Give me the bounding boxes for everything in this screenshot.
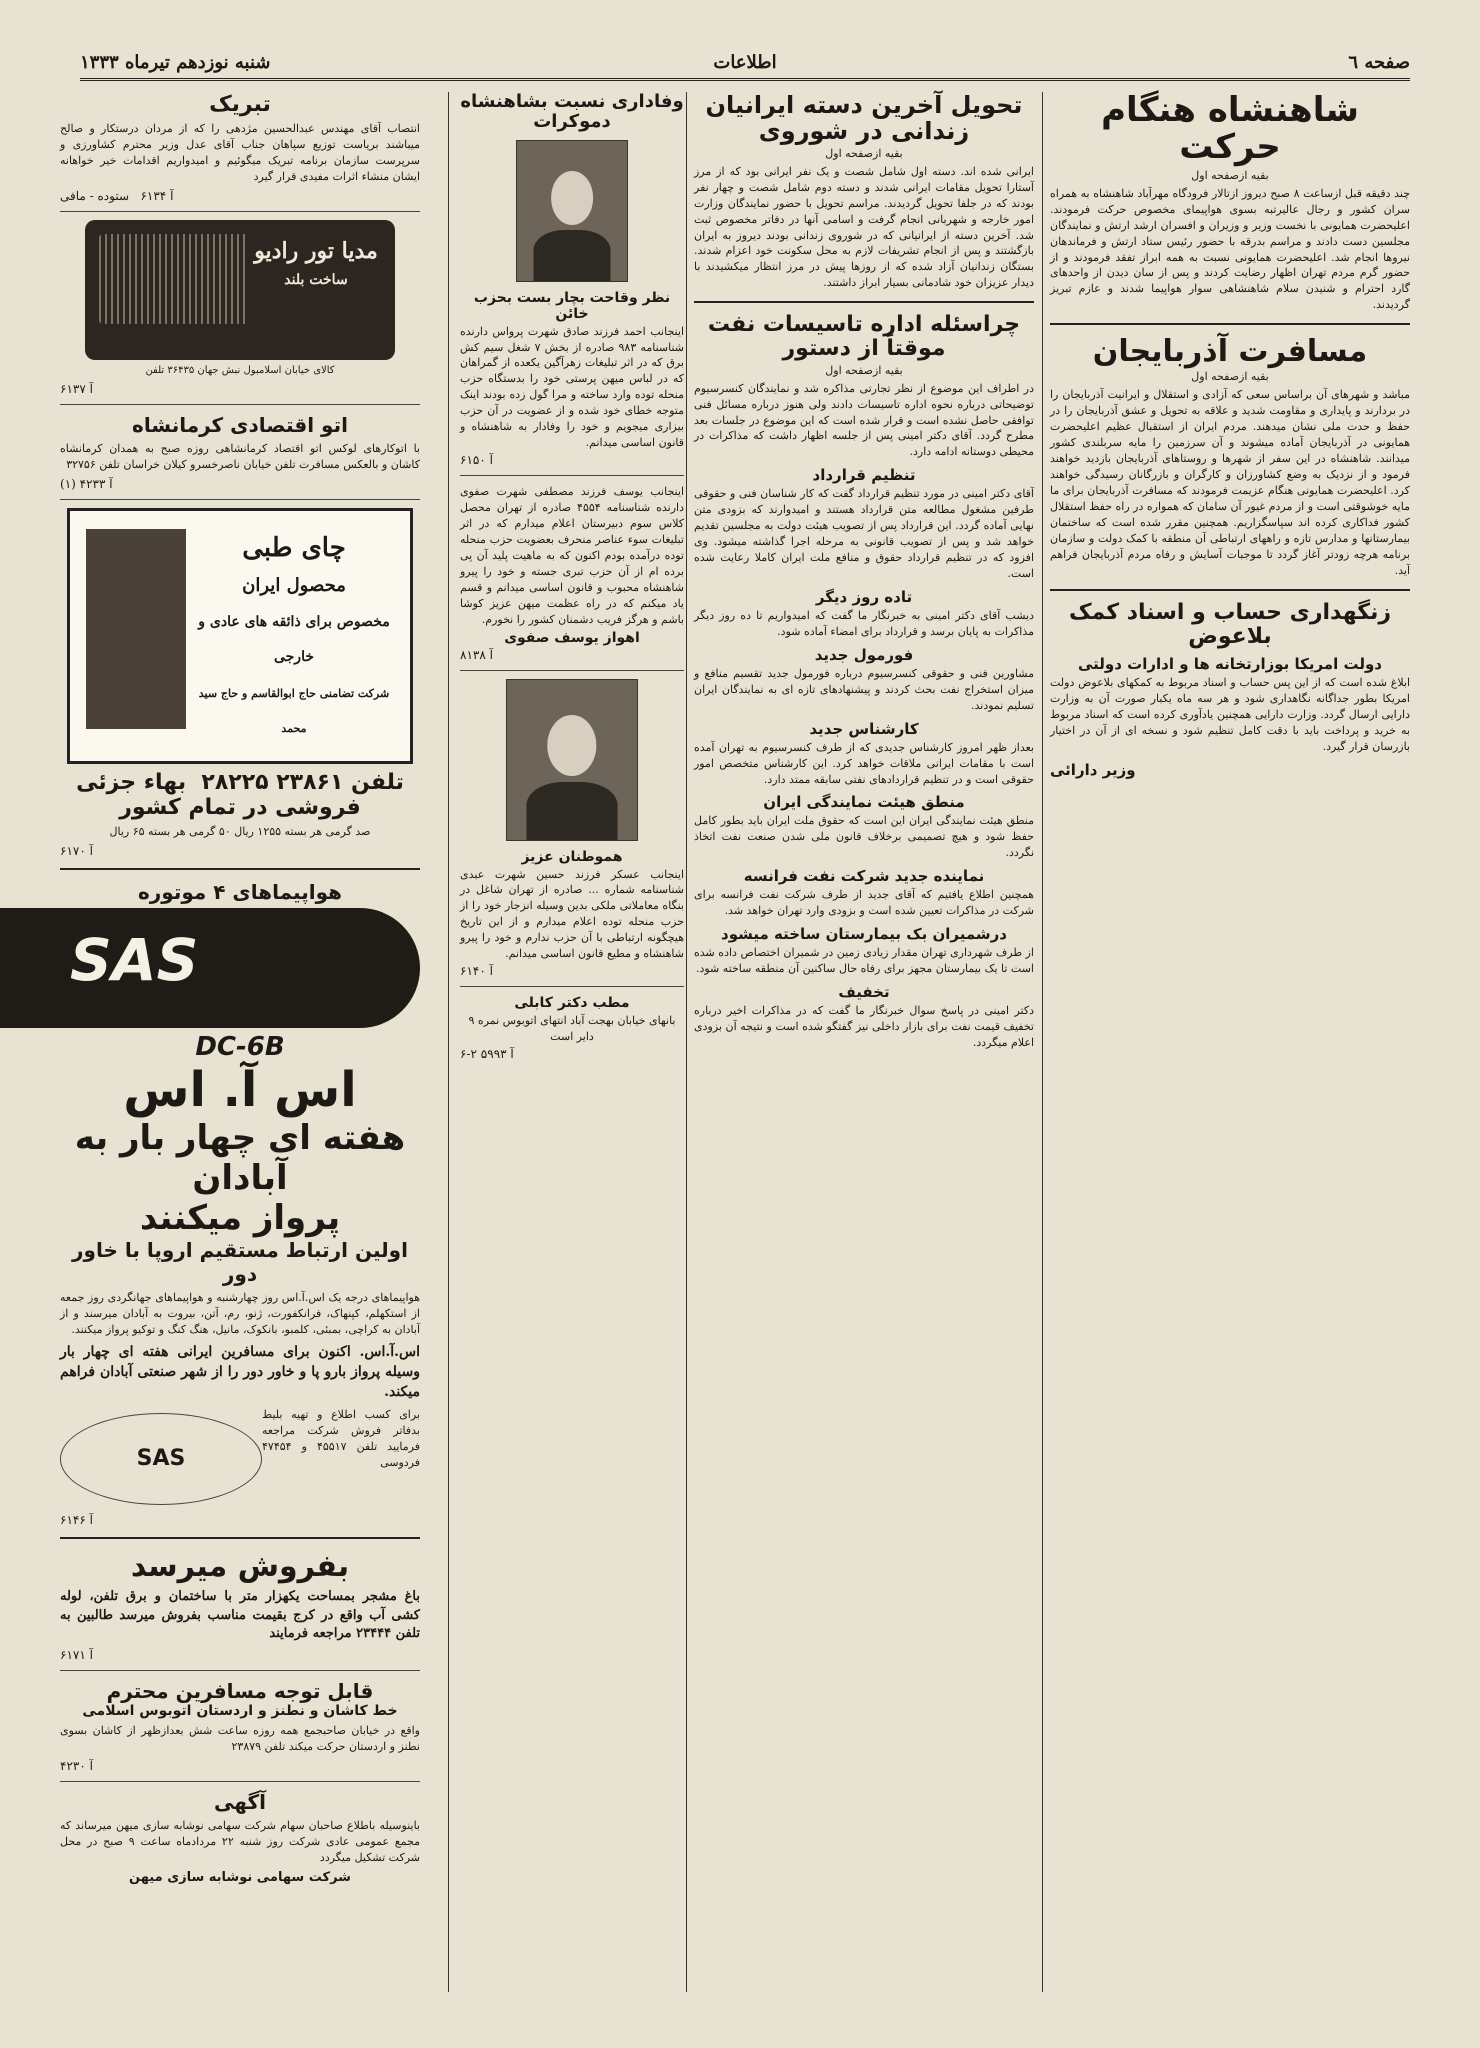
notice-signature: اهواز یوسف صفوی xyxy=(504,629,640,646)
sas-logo-banner xyxy=(0,908,420,1028)
section-title: تخفیف xyxy=(838,983,890,1002)
article-headline: تحویل آخرین دسته ایرانیان زندانی در شوروی xyxy=(705,91,1023,146)
article-body: ابلاغ شده است که از این پس حساب و اسناد مربوط به کمکهای بلاعوض دولت امریکا بطور جداگانه نگاهداری شود و هر سه ماه یکبار صورت آن به وزارت دارایی ارسال گردد. وزارت دارایی همچنین یادآوری کرده است که اسناد مربوط به خرید و پرداخت باید با دقت کامل تنظیم شود و نسخه ای از آن در اختیار بازرسان قرار گیرد. xyxy=(1050,675,1410,753)
ad-body: واقع در خیابان صاحبجمع همه روزه ساعت شش بعدازظهر از کاشان بسوی نطنز و اردستان حرکت میکند تلفن ۲۳۸۷۹ xyxy=(60,1724,420,1754)
divider xyxy=(460,475,684,476)
ad-headline: هفته ای چهار بار به آبادان xyxy=(74,1118,406,1199)
ad-code: آ ۵۹۹۳ ۲-۶ xyxy=(460,1047,514,1062)
ad-code: آ ۶۱۴۶ xyxy=(60,1512,93,1527)
page-number: صفحه ٦ xyxy=(1348,52,1410,73)
section-body: دکتر امینی در پاسخ سوال خبرنگار ما گفت که در مذاکرات اخیر درباره تخفیف قیمت نفت برای بازار داخلی نیز گفتگو شده است و نتیجه آن بزودی اعلام میگردد. xyxy=(694,1004,1034,1049)
ad-tea xyxy=(60,508,420,858)
divider xyxy=(60,404,420,405)
masthead xyxy=(80,48,1410,81)
radio-brand: مدیا تور رادیو xyxy=(254,237,378,264)
ad-code: آ ۴۲۳۰ xyxy=(60,1759,93,1774)
section-title: کارشناس جدید xyxy=(809,719,919,738)
article-body: مباشد و شهرهای آن براساس سعی که آزادی و استقلال و ایرانیت آذربایجان را در بردارند و پایداری و مقاومت شدید و علاقه به تحویل و عشق آذربایجان را در حفظ و حدت ملی نشان میدهند. مردم ایران از استقبال عظیم اعلیحضرت همایونی در آذربایجان آماده میشوند و آن سرزمین را مایه سربلندی کشور میدانند. شاهنشاه در این سفر از شهرها و روستاهای آذربایجان بازدید خواهند فرمود و از نزدیک به وضع کشاورزان و کارگران و بازرگانان رسیدگی خواهند کرد. اعلیحضرت همایونی هنگام عزیمت فرمودند که مسافرت آذربایجان برای ما مایه خوشوقتی است و از مردم غیور آن سامان که همواره در راه حفظ استقلال کشور فداکاری کرده اند سپاسگزاریم. همچنین مقرر شده است که ساختمان بیمارستانها و مدارس تازه و راههای ارتباطی آن منطقه با کمک دولت و سازمان برنامه هرچه زودتر آغاز گردد تا موجبات آسایش و رفاه مردم آذربایجان فراهم آید. xyxy=(1050,388,1410,577)
divider xyxy=(60,499,420,500)
ad-code: آ ۶۱۷۰ xyxy=(60,844,93,859)
article-headline: مسافرت آذربایجان xyxy=(1092,334,1368,370)
ad-title: بفروش میرسد xyxy=(130,1548,350,1584)
article-headline: زنگهداری حساب و اسناد کمک بلاعوض xyxy=(1068,599,1392,649)
section-body: آقای دکتر امینی در مورد تنظیم قرارداد گفت که کار شناسان فنی و حقوقی طرفین مشغول مطالعه متن قرارداد هستند و امیدوارند که بزودی متن نهایی آماده گردد. این قرارداد پس از تصویب هیئت دولت به مجلسین تقدیم خواهد شد و پس از تصویب قانونی به مرحله اجرا گذاشته میشود. وی افزود که در تنظیم قرارداد حقوق و منافع ملت ایران کاملا رعایت شده است. xyxy=(694,487,1034,581)
ad-for-sale xyxy=(60,1549,420,1663)
divider xyxy=(460,986,684,987)
article-subhead: دولت امریکا بوزارتخانه ها و ادارات دولتی xyxy=(1077,654,1382,673)
section-title: درشمیران بک بیمارستان ساخته میشود xyxy=(721,925,1007,944)
issue-date: شنبه نوزدهم تیرماه ۱۳۳۳ xyxy=(80,52,271,73)
column-shah xyxy=(1050,92,1410,781)
continued-note: بقیه ازصفحه اول xyxy=(825,363,903,377)
ad-subhead: اولین ارتباط مستقیم اروپا با خاور دور xyxy=(72,1238,408,1287)
divider xyxy=(460,670,684,671)
article-azarbaijan xyxy=(1050,335,1410,578)
sas-emblem: SAS xyxy=(60,1413,262,1505)
article-headline: شاهنشاه هنگام حرکت xyxy=(1101,90,1359,168)
column-rule xyxy=(448,92,449,1992)
ad-code: آ ۶۱۷۱ xyxy=(60,1648,93,1663)
radio-illustration xyxy=(85,220,395,360)
ad-title: قابل توجه مسافرین محترم xyxy=(106,1679,374,1704)
ad-contact: برای کسب اطلاع و تهیه بلیط بدفاتر فروش شرکت مراجعه فرمایید تلفن ۴۵۵۱۷ و ۴۷۴۵۴ فردوسی xyxy=(262,1407,420,1469)
divider xyxy=(60,1537,420,1539)
section-body: بعداز ظهر امروز کارشناس جدیدی که از طرف کنسرسیوم به تهران آمده است با مقامات ایرانی ملاقات خواهد کرد. این کارشناس متخصص امور حقوقی است و در تنظیم قراردادهای نفتی سابقه ممتد دارد. xyxy=(694,740,1034,786)
ad-code: آ ۸۱۳۸ xyxy=(460,647,493,662)
notice-headline: هموطنان عزیز xyxy=(521,848,623,865)
photo-caption: نظر وقاحت بچار بست بحزب خائن xyxy=(473,289,671,322)
tea-distributor: شرکت تضامنی حاج ابوالقاسم و حاج سید محمد xyxy=(198,686,390,735)
column-rule xyxy=(686,92,687,1992)
column-notices xyxy=(460,92,684,1063)
notice-body: اینجانب یوسف فرزند مصطفی شهرت صفوی دارنده شناسنامه ۴۵۵۴ صادره از تهران محصل کلاس سوم دبیرستان اعلام میدارم که در اثر تبلیغات سوء عناصر منحرف بعضویت حزب منحله توده درآمده بودم اکنون که به ماهیت پلید آن پی برده ام از آن حزب تبری جسته و خود را پیرو شاهنشاه محبوب و قانون اساسی میدانم و قسم یاد میکنم که در راه عظمت میهن عزیز کوشا باشم و هرگز فریب دشمنان کشور را نخورم. xyxy=(460,485,684,626)
section-body: منطق هیئت نمایندگی ایران این است که حقوق ملت ایران باید بطور کامل حفظ شود و هیچ تصمیمی برخلاف قانون ملی شدن صنعت نفت اتخاذ نگردد. xyxy=(694,814,1034,860)
divider xyxy=(60,1781,420,1782)
ad-title: مطب دکتر کابلی xyxy=(514,995,630,1012)
sas-logo: SAS xyxy=(70,926,199,995)
continued-note: بقیه ازصفحه اول xyxy=(825,146,903,160)
notice-loyalty xyxy=(460,92,684,467)
divider xyxy=(60,1670,420,1671)
aircraft-model: DC-6B xyxy=(195,1032,285,1063)
ad-price: صد گرمی هر بسته ۱۲۵۵ ریال ۵۰ گرمی هر بسته ۶۵ ریال xyxy=(109,825,371,839)
divider xyxy=(1050,323,1410,325)
column-ads xyxy=(60,92,420,1885)
ad-title: تبریک xyxy=(209,92,271,117)
tea-note: مخصوص برای ذائقه های عادی و خارجی xyxy=(198,614,390,666)
radio-address: کالای خیابان اسلامبول نبش جهان ۳۶۴۳۵ تلفن xyxy=(145,364,335,376)
portrait-photo xyxy=(516,140,628,282)
divider xyxy=(60,868,420,870)
section-title: منطق هیئت نمایندگی ایران xyxy=(763,793,965,812)
ad-code: آ ۶۱۳۴ ستوده - مافی xyxy=(60,188,174,203)
notice-headline: وفاداری نسبت بشاهنشاه دموکرات xyxy=(460,91,684,132)
ad-congrats xyxy=(60,92,420,203)
section-title: تاده روز دیگر xyxy=(815,587,913,606)
article-shah xyxy=(1050,92,1410,313)
article-oil xyxy=(694,313,1034,1051)
notice-body: اینجانب عسکر فرزند حسین شهرت عبدی شناسنامه شماره ... صادره از تهران شاغل در بنگاه معاملاتی ملکی بدین وسیله انزجار خود را از حزب منحله توده اعلام میدارم و از این تاریخ هیچگونه ارتباطی با آن حزب ندارم و خود را پیرو شاهنشاه و مطیع قانون اساسی میدانم. xyxy=(460,867,684,961)
portrait-photo xyxy=(506,679,638,841)
article-prisoners xyxy=(694,92,1034,291)
ad-code: آ ۶۱۵۰ xyxy=(460,453,493,468)
section-body: از طرف شهرداری تهران مقدار زیادی زمین در شمیران اختصاص داده شده است تا یک بیمارستان مجهز برای رفاه حال ساکنین آن منطقه ساخته شود. xyxy=(694,946,1034,976)
ad-clinic xyxy=(460,995,684,1061)
section-body: دیشب آقای دکتر امینی به خبرنگار ما گفت که امیدواریم تا ده روز دیگر مذاکرات به پایان برسد و قرارداد برای امضاء آماده شود. xyxy=(694,608,1034,638)
article-body: چند دقیقه قبل ازساعت ۸ صبح دیروز ازتالار فرودگاه مهرآباد شاهنشاه به همراه سران کشور و رجال عالیرتبه بسوی هواپیمای مخصوص حرکت فرمودند. اعلیحضرت همایونی با نخست وزیر و وزیران و افسران ارشد ارتش و نمایندگان مجلسین دست دادند و مراسم بدرقه با حضور رئیس ستاد ارتش و فرماندهان نیروها انجام شد. اعلیحضرت همایونی نسبت به همه ابراز تفقد فرمودند و از حضور گرم مردم تهران اظهار رضایت کردند و پس از سان دیدن از واحدهای گارد احترام و شنیدن سلام شاهنشاهی سوار هواپیما شدند و عازم تبریز گردیدند. xyxy=(1050,186,1411,312)
divider xyxy=(60,211,420,212)
section-title: نماینده جدید شرکت نفت فرانسه xyxy=(743,867,985,886)
ad-brand: اس آ. اس xyxy=(123,1062,357,1119)
column-news xyxy=(694,92,1034,1051)
column-rule xyxy=(1042,92,1043,1992)
notice-body: اینجانب احمد فرزند صادق شهرت پرواس دارنده شناسنامه ۹۸۳ صادره از بخش ۷ شغل سیم کش برق که در اثر تبلیغات زهرآگین یکعده از گمراهان که در لباس میهن پرستی خود را بدستگاه حزب منحله توده وارد ساخته و مرا گول زده بودند اینک متوجه خطای خود شده و از عضویت در آن حزب بیزاری میجویم و خود را وفادار به شاهنشاه و قانون اساسی میدانم. xyxy=(460,324,684,450)
ad-bus-kermanshah xyxy=(60,413,420,491)
notice-yousef xyxy=(460,484,684,661)
ad-top: هواپیماهای ۴ موتوره xyxy=(137,880,342,905)
continued-note: بقیه ازصفحه اول xyxy=(1191,168,1269,182)
ad-subhead: خط کاشان و نطنز و اردستان اتوبوس اسلامی xyxy=(82,1703,398,1720)
ad-body: انتصاب آقای مهندس عبدالحسین مژدهی را که از مردان درستکار و صالح میباشند بریاست توزیع سپاهان جناب آقای عدل وزیر محترم کشاورزی و سرپرست سازمان برنامه تبریک میگوئیم و امیدواریم اقدامات خیر خواهانه ایشان منشاء اثرات مفیدی قرار گیرد xyxy=(60,122,420,183)
tea-illustration xyxy=(67,508,413,764)
divider xyxy=(1050,589,1410,591)
article-us-aid xyxy=(1050,601,1410,779)
ad-title: اتو اقتصادی کرمانشاه xyxy=(132,413,348,438)
article-signature: وزیر دارائی xyxy=(1050,760,1136,779)
ad-body: بانهای خیابان بهجت آباد انتهای اتوبوس نمره ۹ دایر است xyxy=(468,1014,676,1044)
radio-tag: ساخت بلند xyxy=(284,272,348,289)
article-headline: چراسئله اداره تاسیسات نفت موقتاً از دستور xyxy=(707,312,1021,362)
newspaper-title: اطلاعات xyxy=(713,52,777,73)
ad-notice xyxy=(60,1790,420,1885)
section-title: تنظیم قرارداد xyxy=(812,466,916,485)
ad-body: باینوسیله باطلاع صاحبان سهام شرکت سهامی نوشابه سازی میهن میرساند که مجمع عمومی عادی شرکت روز شنبه ۲۲ مردادماه ساعت ۹ صبح در محل شرکت تشکیل میگردد xyxy=(60,1819,420,1865)
ad-body: باغ مشجر بمساحت یکهزار متر با ساختمان و برق تلفن، لوله کشی آب واقع در کرج بقیمت مناسب بفروش میرسد طالبین به تلفن ۲۳۴۴۴ مراجعه فرمایند xyxy=(60,1588,420,1642)
ad-headline-2: پرواز میکنند xyxy=(139,1198,341,1239)
ad-signature: شرکت سهامی نوشابه سازی میهن xyxy=(129,1869,351,1885)
tea-sub: محصول ایران xyxy=(242,575,346,597)
ad-sas-airline xyxy=(60,880,420,1527)
divider xyxy=(694,301,1034,303)
section-title: فورمول جدید xyxy=(814,645,914,664)
tea-brand: چای طبی xyxy=(242,533,346,564)
section-body: مشاورین فنی و حقوقی کنسرسیوم درباره فورمول جدید تقسیم منافع و میزان استخراج نفت بحث کردند و پیشنهادهای تازه ای به نمایندگان ایران تسلیم نمودند. xyxy=(694,666,1034,712)
section-body: همچنین اطلاع یافتیم که آقای جدید از طرف شرکت نفت فرانسه برای شرکت در مذاکرات تعیین شده است و بزودی وارد تهران خواهد شد. xyxy=(694,888,1034,918)
ad-code: آ ۶۱۳۷ xyxy=(60,382,93,397)
article-body: ایرانی شده اند. دسته اول شامل شصت و یک نفر ایرانی بود که از مرز آستارا تحویل مقامات ایرانی شدند و دسته دوم شامل شصت و چهار نفر بودند که در جلفا تحویل گردیدند. مراسم تحویل با حضور نمایندگان وزارت امور خارجه و شهربانی انجام گرفت و اسامی آنها در دفاتر مخصوص ثبت شد. آخرین دسته از ایرانیانی که در شوروی زندانی بودند دیروز به ایران بازگشتند و پس از انجام تشریفات لازم به محل سکونت خود اعزام شدند. بستگان زندانیان آزاد شده که از روزها پیش در مرز انتظار میکشیدند با دیدار عزیزان خود شادمانی بسیار ابراز داشتند. xyxy=(694,164,1034,290)
tea-package-picture xyxy=(86,529,186,729)
ad-radio xyxy=(60,220,420,397)
ad-bus-kashan xyxy=(60,1679,420,1773)
ad-body: هواپیماهای درجه یک اس.آ.اس روز چهارشنبه و هواپیماهای جهانگردی روز جمعه از استکهلم، کپنهاک، فرانکفورت، ژنو، رم، آتن، بیروت به آبادان میرسند و از آبادان به کراچی، بمبئی، کلمبو، بانکوک، مانیل، هنگ کنگ و توکیو پرواز میکنند. xyxy=(60,1291,420,1336)
ad-title: آگهی xyxy=(214,1790,266,1815)
ad-body: با اتوکارهای لوکس اتو اقتصاد کرمانشاهی روزه صبح به همدان کرمانشاه کاشان و بالعکس مسافرت تلفن خیابان ناصرخسرو کیلان خراسان تلفن ۳۲۷۵۶ xyxy=(60,442,420,472)
ad-code: آ ۴۲۳۳ (۱) xyxy=(60,477,113,492)
ad-body-bold: اس.آ.اس. اکنون برای مسافرین ایرانی هفته ای چهار بار وسیله پرواز بارو پا و خاور دور را از شهر صنعتی آبادان فراهم میکند. xyxy=(60,1343,420,1401)
continued-note: بقیه ازصفحه اول xyxy=(1191,370,1269,384)
ad-headline: تلفن ۲۳۸۶۱ ۲۸۲۲۵ بهاء جزئی فروشی در تمام کشور xyxy=(76,770,404,821)
notice-compatriots xyxy=(460,679,684,979)
ad-code: آ ۶۱۴۰ xyxy=(460,964,493,979)
article-body: در اطراف این موضوع از نظر تجارتی مذاکره شد و نمایندگان کنسرسیوم توضیحاتی درباره نحوه اداره تاسیسات دادند ولی هنوز درباره مسائل فنی توافقی حاصل نشده است و قرار شده است که این موضوع در جلسات بعد مطرح گردد. آقای دکتر امینی پس از جلسه اظهار داشت که مذاکرات در محیطی دوستانه ادامه دارد. xyxy=(694,381,1034,459)
